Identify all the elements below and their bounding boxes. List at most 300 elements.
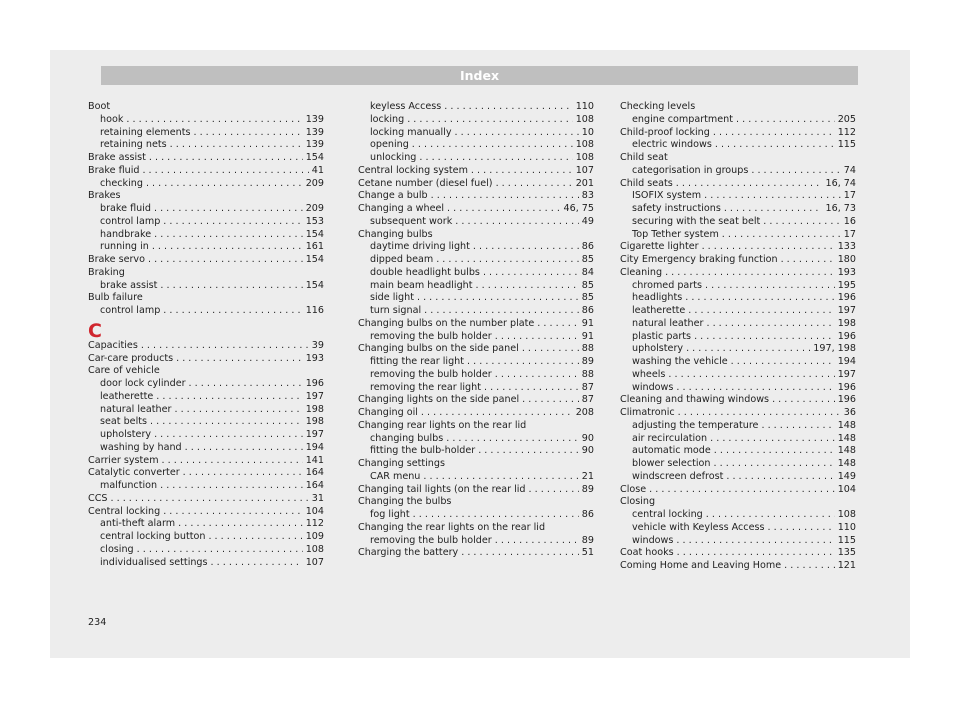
index-subentry	[358, 241, 594, 254]
index-subentry	[88, 544, 324, 557]
entry-term: Changing bulbs on the side panel	[358, 343, 519, 355]
entry-term: upholstery	[632, 343, 684, 355]
entry-page-ref: 109	[305, 531, 324, 542]
entry-page-ref: 196	[837, 381, 856, 393]
entry-page-ref: 198	[837, 317, 856, 329]
leader-dots	[423, 471, 578, 484]
entry-page-ref: 139	[305, 126, 324, 138]
leader-dots	[137, 544, 303, 557]
entry-term: double headlight bulbs	[370, 266, 480, 278]
index-entry	[88, 365, 324, 378]
entry-term: daytime driving light	[370, 241, 470, 253]
leader-dots	[183, 467, 303, 480]
index-entry	[358, 484, 594, 497]
entry-page-ref: 36	[843, 407, 856, 418]
entry-page-ref: 209	[305, 203, 324, 214]
leader-dots	[706, 509, 835, 522]
entry-term: Changing oil	[358, 407, 418, 418]
leader-dots	[722, 229, 841, 242]
index-entry	[620, 560, 856, 573]
leader-dots	[537, 318, 579, 331]
entry-term: running in	[100, 241, 149, 253]
leader-dots	[417, 292, 579, 305]
leader-dots	[724, 203, 823, 216]
entry-page-ref: 86	[581, 241, 594, 253]
entry-page-ref: 198	[305, 403, 324, 415]
entry-page-ref: 104	[837, 483, 856, 495]
entry-term: Central locking system	[358, 164, 468, 176]
entry-term: Child seat	[620, 152, 668, 163]
index-entry	[358, 318, 594, 331]
index-entry	[88, 493, 324, 506]
entry-page-ref: 194	[305, 441, 324, 453]
leader-dots	[455, 127, 579, 140]
index-subentry	[358, 445, 594, 458]
leader-dots	[467, 356, 579, 369]
leader-dots	[751, 165, 840, 178]
leader-dots	[713, 127, 835, 140]
index-subentry	[620, 114, 856, 127]
entry-term: Car-care products	[88, 352, 174, 364]
leader-dots	[163, 506, 303, 519]
entry-term: removing the bulb holder	[370, 330, 492, 342]
leader-dots	[522, 394, 579, 407]
index-subentry	[88, 442, 324, 455]
entry-term: washing the vehicle	[632, 356, 728, 367]
entry-page-ref: 141	[305, 454, 324, 466]
entry-page-ref: 87	[581, 381, 594, 393]
leader-dots	[781, 254, 835, 267]
entry-page-ref: 51	[581, 547, 594, 559]
leader-dots	[649, 484, 835, 497]
index-entry	[358, 343, 594, 356]
leader-dots	[446, 433, 579, 446]
entry-page-ref: 149	[837, 470, 856, 482]
entry-term: Brake assist	[88, 152, 146, 163]
index-column-2	[358, 101, 594, 560]
leader-dots	[424, 305, 579, 318]
leader-dots	[126, 114, 302, 127]
entry-page-ref: 89	[581, 534, 594, 546]
entry-page-ref: 193	[305, 352, 324, 364]
leader-dots	[162, 455, 303, 468]
index-subentry	[88, 203, 324, 216]
entry-term: Cleaning and thawing windows	[620, 394, 770, 406]
leader-dots	[150, 416, 303, 429]
index-subentry	[358, 127, 594, 140]
index-subentry	[88, 429, 324, 442]
index-entry	[88, 190, 324, 203]
entry-page-ref: 108	[575, 139, 594, 151]
index-subentry	[358, 369, 594, 382]
entry-term: CCS	[88, 492, 108, 504]
leader-dots	[178, 518, 303, 531]
entry-term: Changing the bulbs	[358, 496, 452, 508]
entry-page-ref: 112	[305, 518, 324, 530]
index-entry	[620, 254, 856, 267]
entry-term: leatherette	[632, 305, 686, 316]
page-number: 234	[88, 617, 107, 628]
entry-page-ref: 104	[305, 505, 324, 517]
index-entry	[620, 267, 856, 280]
index-entry	[88, 267, 324, 280]
index-subentry	[88, 391, 324, 404]
leader-dots	[767, 522, 834, 535]
entry-page-ref: 89	[581, 483, 594, 495]
index-entry	[88, 152, 324, 165]
index-entry	[620, 127, 856, 140]
entry-page-ref: 88	[581, 343, 594, 355]
leader-dots	[447, 203, 560, 216]
leader-dots	[148, 254, 303, 267]
entry-page-ref: 148	[837, 419, 856, 431]
entry-page-ref: 41	[311, 164, 324, 176]
entry-term: control lamp	[100, 305, 161, 316]
entry-page-ref: 139	[305, 113, 324, 125]
entry-term: door lock cylinder	[100, 378, 186, 389]
entry-page-ref: 49	[581, 215, 594, 227]
index-subentry	[620, 216, 856, 229]
leader-dots	[444, 101, 572, 114]
index-subentry	[88, 557, 324, 570]
entry-page-ref: 86	[581, 305, 594, 316]
leader-dots	[413, 509, 579, 522]
index-subentry	[620, 382, 856, 395]
index-subentry	[358, 382, 594, 395]
leader-dots	[208, 531, 302, 544]
entry-term: removing the rear light	[370, 381, 481, 393]
leader-dots	[705, 280, 835, 293]
leader-dots	[484, 382, 579, 395]
leader-dots	[478, 445, 579, 458]
index-subentry	[88, 305, 324, 318]
entry-term: categorisation in groups	[632, 164, 749, 176]
entry-page-ref: 110	[837, 521, 856, 533]
leader-dots	[176, 353, 303, 366]
entry-term: Changing a wheel	[358, 203, 445, 214]
entry-page-ref: 196	[837, 394, 856, 406]
entry-term: washing by hand	[100, 441, 182, 453]
leader-dots	[665, 267, 835, 280]
leader-dots	[160, 480, 303, 493]
entry-page-ref: 195	[837, 279, 856, 291]
entry-page-ref: 112	[837, 126, 856, 138]
index-entry	[620, 101, 856, 114]
index-subentry	[358, 535, 594, 548]
index-subentry	[620, 458, 856, 471]
entry-page-ref: 89	[581, 356, 594, 367]
entry-term: Carrier system	[88, 454, 159, 466]
index-subentry	[358, 280, 594, 293]
entry-page-ref: 108	[575, 113, 594, 125]
entry-page-ref: 108	[575, 152, 594, 163]
index-column-3	[620, 101, 856, 573]
entry-page-ref: 139	[305, 139, 324, 151]
entry-page-ref: 85	[581, 254, 594, 265]
leader-dots	[731, 356, 835, 369]
leader-dots	[702, 241, 835, 254]
index-entry	[358, 420, 594, 433]
page-header: Index	[101, 66, 858, 85]
entry-term: Bulb failure	[88, 292, 143, 304]
entry-term: City Emergency braking function	[620, 254, 778, 265]
index-entry	[358, 394, 594, 407]
index-subentry	[88, 416, 324, 429]
entry-page-ref: 153	[305, 215, 324, 227]
leader-dots	[710, 433, 835, 446]
index-subentry	[620, 280, 856, 293]
leader-dots	[189, 378, 303, 391]
leader-dots	[476, 280, 579, 293]
index-entry	[620, 152, 856, 165]
index-subentry	[620, 369, 856, 382]
index-subentry	[620, 535, 856, 548]
entry-term: Coming Home and Leaving Home	[620, 560, 782, 571]
index-subentry	[620, 471, 856, 484]
entry-term: blower selection	[632, 458, 711, 469]
index-entry	[620, 547, 856, 560]
index-subentry	[358, 331, 594, 344]
entry-term: brake fluid	[100, 203, 151, 214]
entry-page-ref: 164	[305, 467, 324, 479]
leader-dots	[496, 178, 573, 191]
index-subentry	[88, 531, 324, 544]
leader-dots	[688, 305, 834, 318]
entry-page-ref: 108	[305, 543, 324, 555]
leader-dots	[704, 190, 841, 203]
leader-dots	[495, 369, 579, 382]
entry-page-ref: 148	[837, 432, 856, 444]
entry-term: Changing rear lights on the rear lid	[358, 419, 527, 431]
index-subentry	[358, 152, 594, 165]
entry-term: Brake servo	[88, 254, 145, 265]
leader-dots	[160, 280, 302, 293]
entry-page-ref: 154	[305, 279, 324, 291]
entry-page-ref: 161	[305, 241, 324, 253]
entry-term: Care of vehicle	[88, 365, 160, 377]
index-subentry	[620, 420, 856, 433]
entry-page-ref: 208	[575, 407, 594, 418]
leader-dots	[141, 340, 309, 353]
index-subentry	[620, 331, 856, 344]
entry-term: CAR menu	[370, 470, 421, 482]
entry-page-ref: 16, 73	[825, 203, 856, 214]
leader-dots	[714, 458, 835, 471]
index-entry	[620, 241, 856, 254]
index-subentry	[88, 229, 324, 242]
entry-page-ref: 86	[581, 509, 594, 520]
entry-term: main beam headlight	[370, 279, 473, 291]
index-subentry	[88, 404, 324, 417]
entry-term: vehicle with Keyless Access	[632, 521, 765, 533]
entry-page-ref: 90	[581, 432, 594, 444]
index-subentry	[620, 165, 856, 178]
index-subentry	[620, 190, 856, 203]
entry-page-ref: 84	[581, 266, 594, 278]
entry-page-ref: 31	[311, 492, 324, 504]
leader-dots	[154, 203, 303, 216]
entry-page-ref: 193	[837, 266, 856, 278]
leader-dots	[668, 369, 834, 382]
index-entry	[620, 496, 856, 509]
index-subentry	[358, 356, 594, 369]
entry-term: fitting the rear light	[370, 356, 465, 367]
entry-term: Child seats	[620, 177, 673, 189]
entry-term: chromed parts	[632, 279, 703, 291]
index-subentry	[620, 229, 856, 242]
index-subentry	[358, 101, 594, 114]
entry-term: Catalytic converter	[88, 467, 180, 479]
index-entry	[88, 455, 324, 468]
entry-page-ref: 107	[575, 164, 594, 176]
entry-term: Coat hooks	[620, 547, 674, 559]
entry-term: fog light	[370, 509, 410, 520]
index-subentry	[88, 114, 324, 127]
entry-page-ref: 115	[837, 534, 856, 546]
leader-dots	[495, 535, 579, 548]
entry-term: anti-theft alarm	[100, 518, 176, 530]
leader-dots	[455, 216, 579, 229]
leader-dots	[152, 241, 303, 254]
leader-dots	[529, 484, 579, 497]
entry-term: central locking button	[100, 531, 206, 542]
leader-dots	[761, 420, 834, 433]
entry-term: leatherette	[100, 390, 154, 402]
entry-term: retaining nets	[100, 139, 167, 151]
leader-dots	[736, 114, 835, 127]
entry-page-ref: 205	[837, 113, 856, 125]
entry-term: Changing the rear lights on the rear lid	[358, 521, 546, 533]
leader-dots	[461, 547, 579, 560]
entry-page-ref: 197	[305, 390, 324, 402]
entry-term: Cetane number (diesel fuel)	[358, 177, 493, 189]
leader-dots	[686, 343, 810, 356]
leader-dots	[111, 493, 309, 506]
entry-term: upholstery	[100, 429, 152, 440]
entry-term: Child-proof locking	[620, 126, 710, 138]
entry-page-ref: 148	[837, 445, 856, 457]
entry-page-ref: 16	[843, 215, 856, 227]
entry-page-ref: 196	[837, 330, 856, 342]
entry-term: Cleaning	[620, 266, 663, 278]
entry-page-ref: 90	[581, 445, 594, 457]
leader-dots	[156, 391, 302, 404]
entry-page-ref: 154	[305, 228, 324, 240]
index-subentry	[358, 267, 594, 280]
entry-page-ref: 85	[581, 292, 594, 304]
index-entry	[358, 190, 594, 203]
entry-term: Changing bulbs	[358, 228, 433, 240]
entry-term: removing the bulb holder	[370, 368, 492, 380]
entry-term: seat belts	[100, 416, 148, 428]
entry-page-ref: 10	[581, 126, 594, 138]
leader-dots	[436, 254, 579, 267]
leader-dots	[694, 331, 835, 344]
entry-term: brake assist	[100, 279, 158, 291]
leader-dots	[763, 216, 840, 229]
entry-term: electric windows	[632, 139, 712, 151]
leader-dots	[772, 394, 835, 407]
leader-dots	[431, 190, 579, 203]
leader-dots	[193, 127, 302, 140]
entry-term: windscreen defrost	[632, 470, 724, 482]
entry-page-ref: 21	[581, 470, 594, 482]
leader-dots	[714, 445, 835, 458]
index-subentry	[88, 378, 324, 391]
entry-term: side light	[370, 292, 414, 304]
entry-term: air recirculation	[632, 432, 708, 444]
entry-page-ref: 180	[837, 254, 856, 265]
entry-page-ref: 91	[581, 330, 594, 342]
entry-page-ref: 194	[837, 356, 856, 367]
entry-term: changing bulbs	[370, 432, 444, 444]
leader-dots	[142, 165, 308, 178]
entry-term: Changing tail lights (on the rear lid	[358, 483, 526, 495]
index-entry	[358, 522, 594, 535]
entry-page-ref: 135	[837, 547, 856, 559]
leader-dots	[407, 114, 572, 127]
entry-term: wheels	[632, 368, 666, 380]
entry-term: Changing settings	[358, 458, 445, 469]
entry-page-ref: 74	[843, 164, 856, 176]
entry-page-ref: 198	[305, 416, 324, 428]
entry-page-ref: 87	[581, 394, 594, 406]
leader-dots	[706, 318, 834, 331]
index-subentry	[620, 203, 856, 216]
leader-dots	[495, 331, 579, 344]
leader-dots	[676, 382, 834, 395]
entry-term: fitting the bulb-holder	[370, 445, 476, 457]
entry-page-ref: 196	[305, 378, 324, 389]
index-entry	[358, 178, 594, 191]
index-subentry	[620, 509, 856, 522]
leader-dots	[163, 305, 302, 318]
entry-term: opening	[370, 139, 409, 151]
leader-dots	[676, 178, 823, 191]
entry-term: headlights	[632, 292, 683, 304]
entry-term: adjusting the temperature	[632, 419, 759, 431]
entry-page-ref: 107	[305, 556, 324, 568]
index-entry	[88, 506, 324, 519]
index-subentry	[88, 178, 324, 191]
entry-term: Boot	[88, 101, 111, 112]
index-entry	[88, 101, 324, 114]
entry-term: Brakes	[88, 190, 121, 202]
entry-term: keyless Access	[370, 101, 442, 112]
entry-term: handbrake	[100, 228, 152, 240]
entry-page-ref: 209	[305, 177, 324, 189]
entry-page-ref: 110	[575, 101, 594, 112]
index-entry	[358, 407, 594, 420]
leader-dots	[421, 407, 573, 420]
index-entry	[620, 178, 856, 191]
leader-dots	[154, 229, 303, 242]
index-subentry	[620, 139, 856, 152]
index-entry	[358, 458, 594, 471]
index-subentry	[358, 292, 594, 305]
index-subentry	[88, 139, 324, 152]
leader-dots	[412, 139, 573, 152]
index-subentry	[620, 522, 856, 535]
section-letter: C	[88, 319, 102, 342]
index-subentry	[358, 509, 594, 522]
index-subentry	[358, 216, 594, 229]
entry-page-ref: 197	[305, 429, 324, 440]
index-subentry	[358, 433, 594, 446]
index-subentry	[620, 305, 856, 318]
entry-term: windows	[632, 534, 674, 546]
index-subentry	[88, 216, 324, 229]
